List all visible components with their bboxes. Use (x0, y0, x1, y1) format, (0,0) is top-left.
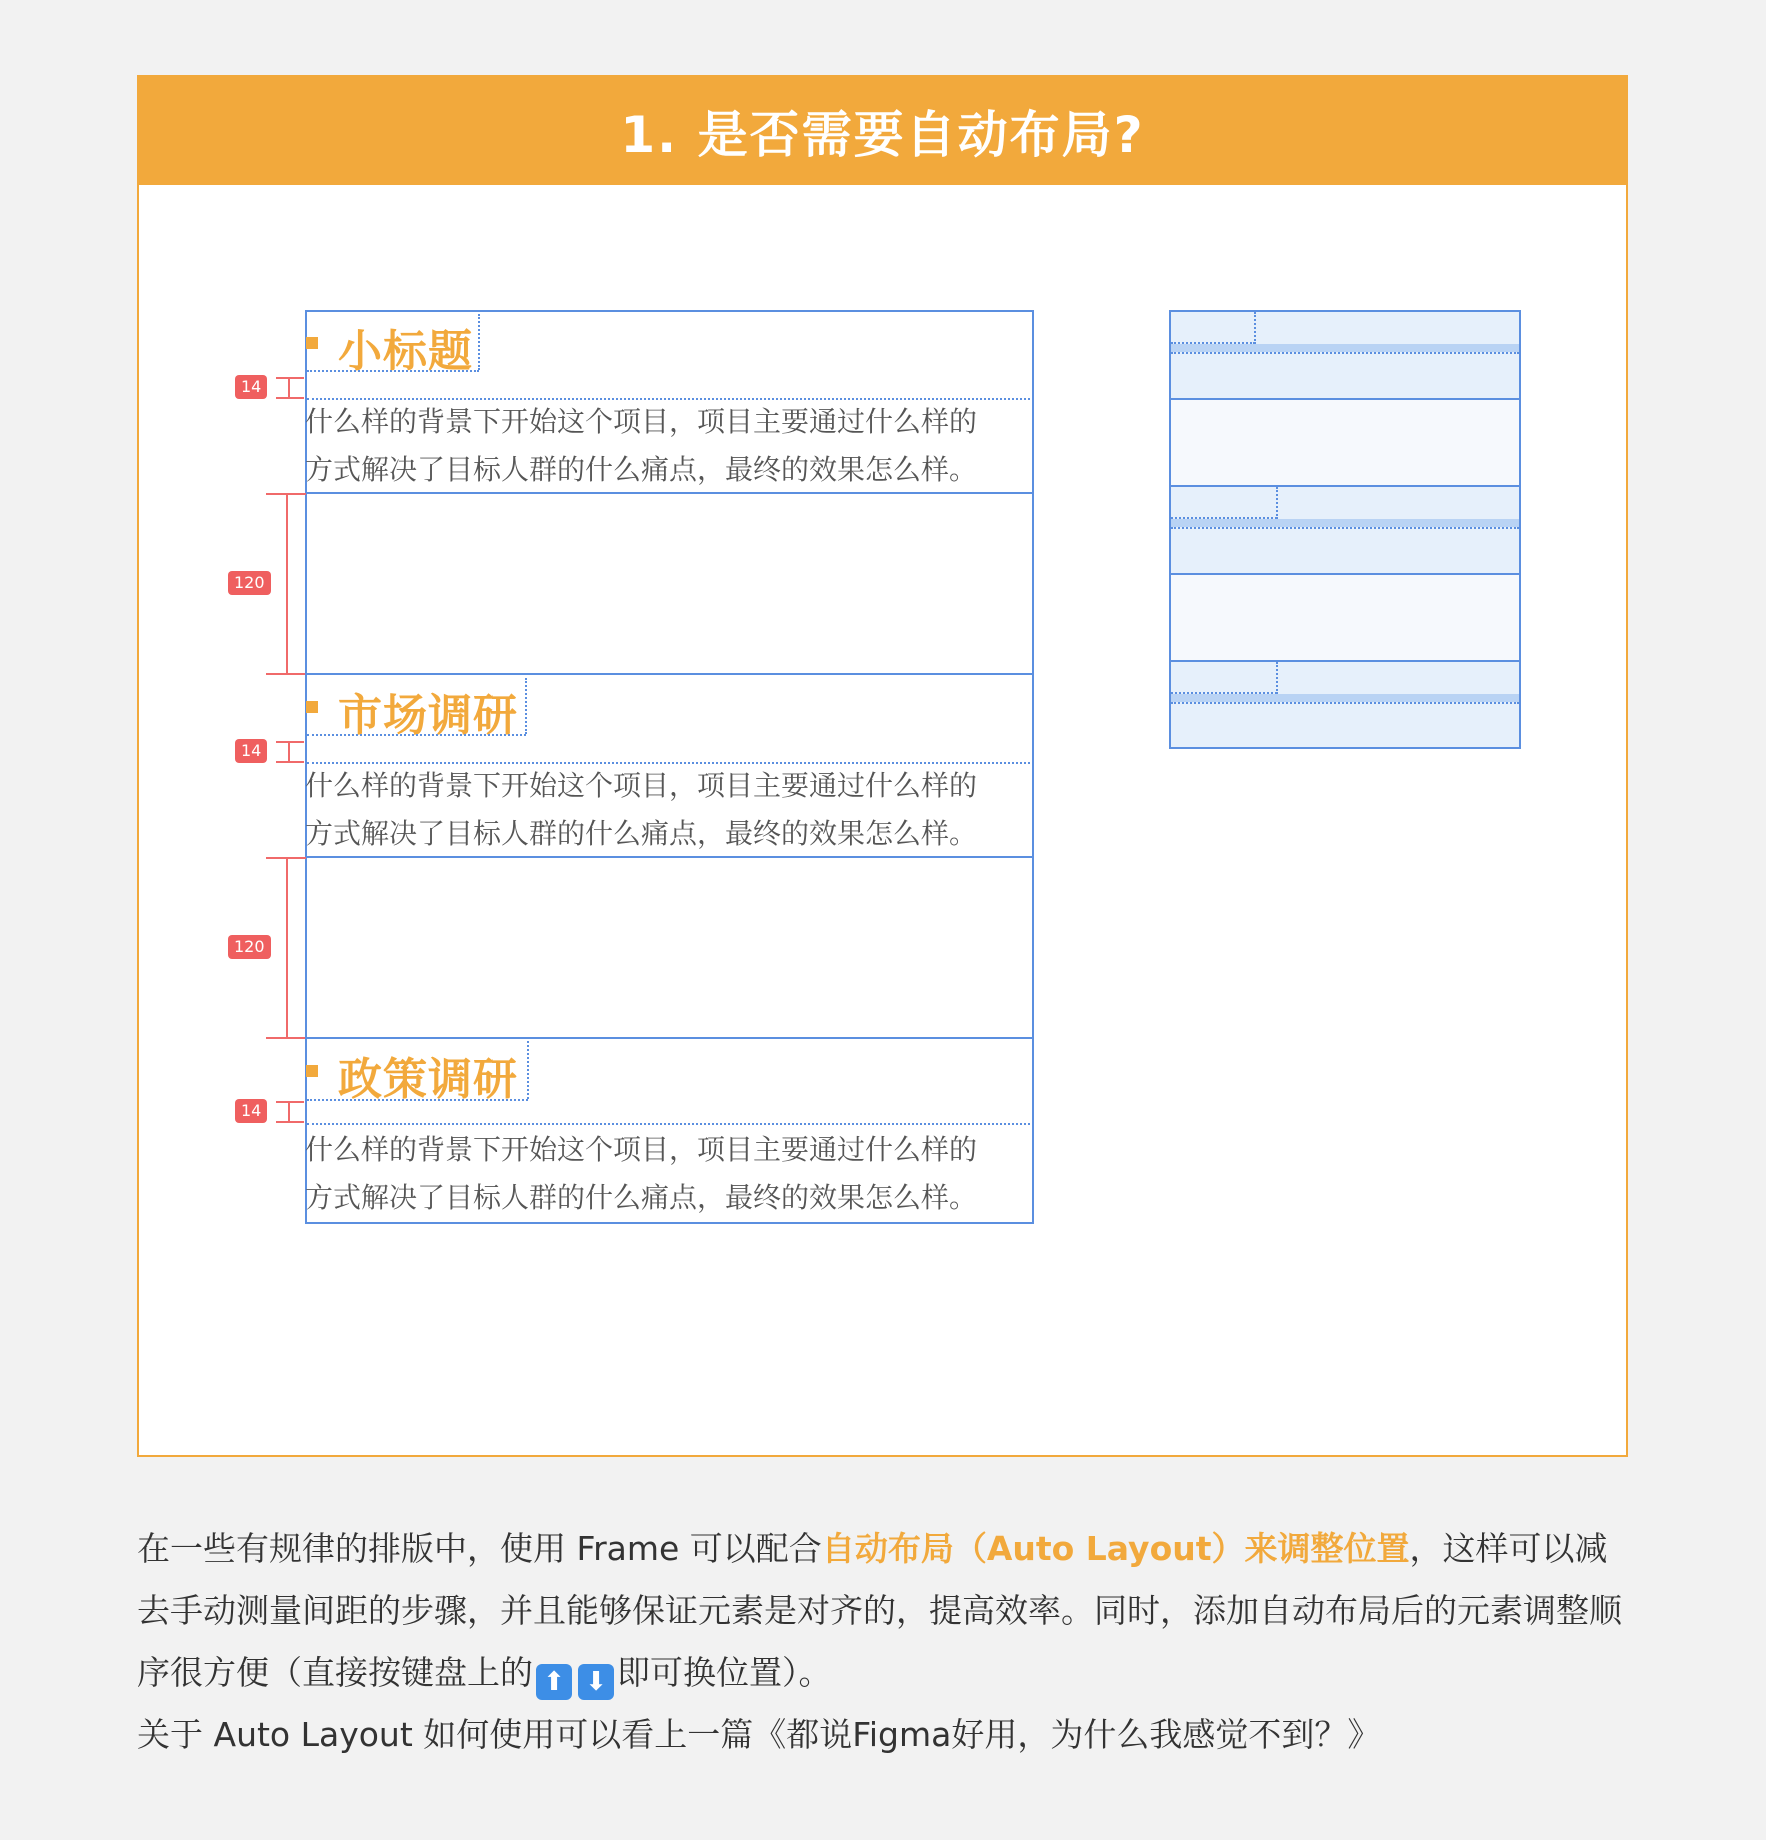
spacing-marker (276, 1101, 304, 1103)
section-body-line: 方式解决了目标人群的什么痛点，最终的效果怎么样。 (305, 1181, 978, 1214)
paragraph-text: 在一些有规律的排版中，使用 Frame 可以配合 (137, 1529, 822, 1568)
text-bound (307, 1123, 1034, 1125)
spacing-marker (266, 493, 306, 495)
spacing-marker (276, 397, 304, 399)
spacing-marker (276, 741, 304, 743)
schematic-gap (1171, 344, 1519, 352)
paragraph-text: ，这样可以减去手动测量间距的步骤，并且能够保证元素是对齐的，提高效率。同时，添加自动布局后的元素调整顺序很方便（直接按键盘上的 (137, 1529, 1622, 1692)
schematic-title-bound (1171, 342, 1255, 344)
spacing-marker (288, 741, 290, 761)
spacing-marker (266, 1037, 306, 1039)
section-body-line: 什么样的背景下开始这个项目，项目主要通过什么样的 (305, 769, 978, 802)
spacing-badge: 14 (235, 375, 267, 399)
spacing-badge: 14 (235, 739, 267, 763)
spacing-marker (266, 857, 306, 859)
layout-schematic (1169, 310, 1521, 749)
section-body-line: 方式解决了目标人群的什么痛点，最终的效果怎么样。 (305, 817, 978, 850)
section-body-line: 方式解决了目标人群的什么痛点，最终的效果怎么样。 (305, 453, 978, 486)
schematic-block (1171, 312, 1519, 398)
spacing-badge: 14 (235, 1099, 267, 1123)
paragraph-main (137, 1518, 1637, 1704)
schematic-gap (1171, 519, 1519, 527)
schematic-text-bound (1171, 702, 1519, 704)
title-bound (527, 1037, 529, 1099)
section-body-line: 什么样的背景下开始这个项目，项目主要通过什么样的 (305, 405, 978, 438)
spacing-marker (276, 761, 304, 763)
schematic-text-bound (1171, 527, 1519, 529)
spacing-badge: 120 (228, 935, 271, 959)
title-bound (525, 678, 527, 734)
schematic-spacer (1171, 575, 1519, 660)
schematic-title-bound (1276, 662, 1278, 694)
arrow-down-key-icon: ⬇ (578, 1664, 614, 1700)
schematic-title-bound (1276, 487, 1278, 519)
section-title: 政策调研 (338, 1054, 518, 1105)
spacing-marker (288, 377, 290, 397)
paragraph-reference: 关于 Auto Layout 如何使用可以看上一篇《都说Figma好用，为什么我感觉不到？》 (137, 1715, 1381, 1754)
section-title: 市场调研 (338, 690, 518, 741)
info-card (137, 75, 1628, 1457)
section-divider (305, 1037, 1034, 1039)
explanation-paragraph (137, 1518, 1637, 1766)
section-bullet (306, 337, 318, 349)
arrow-up-key-icon: ⬆ (536, 1664, 572, 1700)
auto-layout-diagram (139, 77, 1630, 1459)
title-bound (478, 314, 480, 370)
section-title: 小标题 (338, 326, 473, 377)
schematic-block (1171, 662, 1519, 747)
paragraph-text: 即可换位置）。 (617, 1653, 832, 1692)
section-divider (305, 856, 1034, 858)
spacing-marker (288, 1101, 290, 1121)
section-bullet (306, 1065, 318, 1077)
section-divider (305, 492, 1034, 494)
title-bound (307, 370, 479, 372)
section-divider (305, 673, 1034, 675)
spacing-marker (286, 857, 288, 1037)
schematic-text-bound (1171, 352, 1519, 354)
spacing-badge: 120 (228, 571, 271, 595)
schematic-title-bound (1171, 692, 1277, 694)
paragraph-highlight: 自动布局（Auto Layout）来调整位置 (821, 1529, 1410, 1568)
title-bound (307, 734, 526, 736)
spacing-marker (276, 377, 304, 379)
spacing-marker (286, 493, 288, 673)
schematic-title-bound (1254, 312, 1256, 344)
schematic-gap (1171, 694, 1519, 702)
card-title: 1. 是否需要自动布局? (620, 106, 1145, 164)
schematic-title-bound (1171, 517, 1277, 519)
section-bullet (306, 701, 318, 713)
schematic-spacer (1171, 400, 1519, 485)
schematic-block (1171, 487, 1519, 573)
title-bound (307, 1099, 528, 1101)
spacing-marker (276, 1121, 304, 1123)
section-body-line: 什么样的背景下开始这个项目，项目主要通过什么样的 (305, 1133, 978, 1166)
spacing-marker (266, 673, 306, 675)
